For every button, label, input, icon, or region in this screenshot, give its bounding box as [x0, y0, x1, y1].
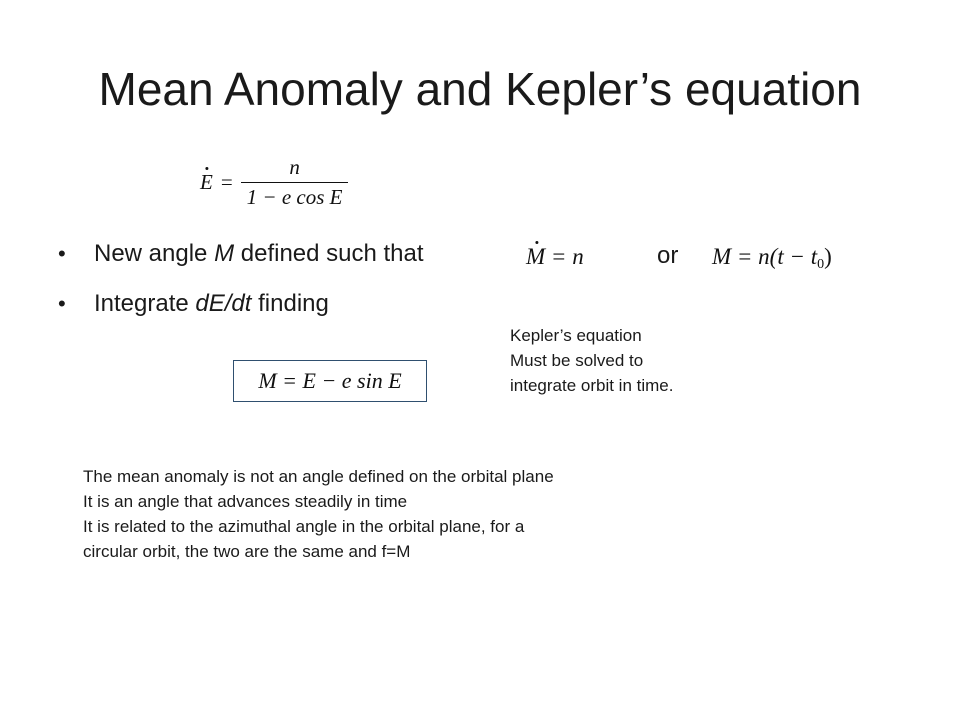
bullet-marker: • — [58, 241, 66, 266]
bullet-text-suffix: defined such that — [234, 240, 424, 267]
note-line: Must be solved to — [510, 351, 644, 370]
note-line: integrate orbit in time. — [510, 376, 674, 395]
bullet-text-suffix: finding — [251, 290, 329, 317]
m-of-t-subscript: 0 — [817, 257, 825, 272]
kepler-note — [510, 323, 673, 398]
edot-fraction — [241, 155, 349, 210]
paragraph-line: It is an angle that advances steadily in time — [83, 492, 408, 511]
bullet-text-emphasis: M — [214, 240, 235, 267]
bullet-item-new-angle — [58, 240, 424, 268]
bullet-marker: • — [58, 291, 66, 316]
edot-equals: = — [220, 170, 233, 194]
edot-numerator: n — [289, 155, 300, 179]
m-of-t-main: M = n(t − t — [712, 244, 818, 269]
edot-lhs: E — [200, 170, 213, 194]
or-word: or — [657, 242, 679, 269]
edot-denominator: 1 − e cos E — [241, 182, 349, 210]
paragraph-line: circular orbit, the two are the same and f=M — [83, 542, 411, 561]
mean-anomaly-paragraph — [83, 464, 554, 564]
bullet-text-emphasis: dE/dt — [195, 290, 252, 317]
mdot-equation — [526, 244, 584, 270]
mdot-lhs: M — [526, 244, 546, 269]
bullet-item-integrate — [58, 290, 329, 318]
note-line: Kepler’s equation — [510, 326, 642, 345]
mdot-rhs: = n — [550, 244, 584, 269]
m-of-t-equation — [712, 244, 832, 273]
kepler-equation-box — [233, 360, 427, 402]
slide-title: Mean Anomaly and Kepler’s equation — [98, 63, 862, 115]
kepler-equation: M = E − e sin E — [258, 368, 402, 393]
paragraph-line: It is related to the azimuthal angle in the orbital plane, for a — [83, 517, 525, 536]
bullet-text-prefix: Integrate — [94, 290, 196, 317]
edot-equation — [200, 155, 348, 210]
m-of-t-close: ) — [824, 244, 832, 269]
bullet-text-prefix: New angle — [94, 240, 215, 267]
paragraph-line: The mean anomaly is not an angle defined on the orbital plane — [83, 467, 554, 486]
